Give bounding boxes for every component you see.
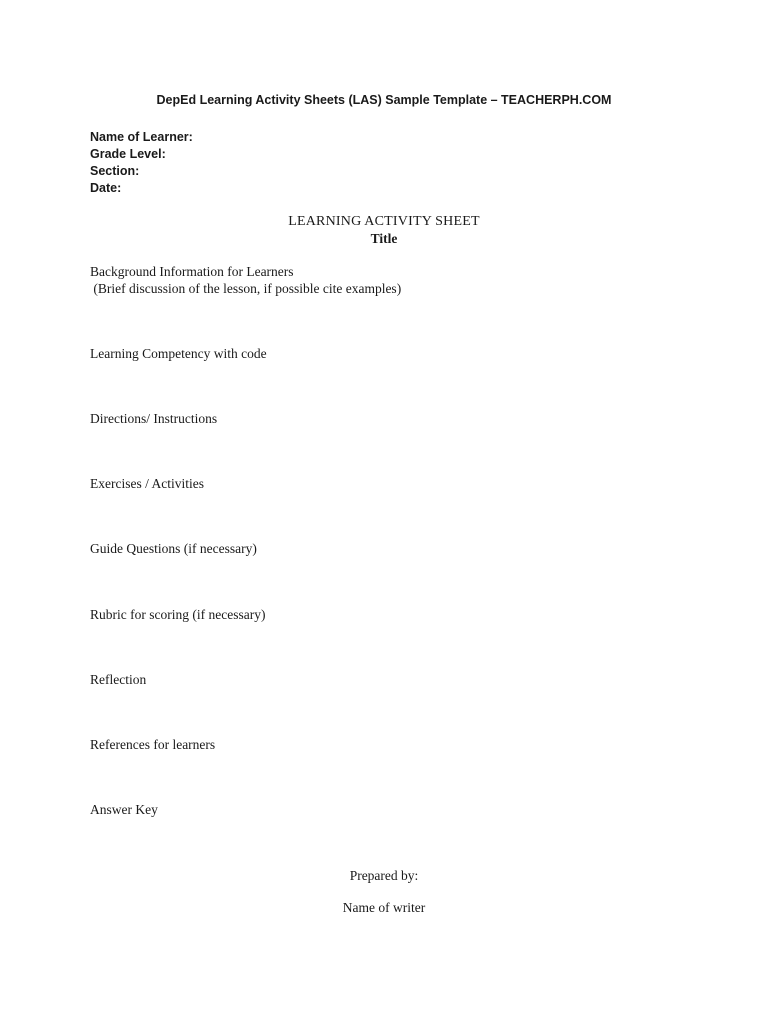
background-note: (Brief discussion of the lesson, if possible cite examples) (90, 281, 402, 296)
directions-heading: Directions/ Instructions (90, 411, 218, 426)
answer-key-heading: Answer Key (90, 802, 158, 817)
learner-name-label: Name of Learner: (90, 130, 193, 144)
sheet-title: LEARNING ACTIVITY SHEET (288, 214, 480, 229)
writer-name-label: Name of writer (342, 900, 426, 915)
background-section (90, 263, 401, 297)
reflection-heading: Reflection (90, 672, 147, 687)
rubric-heading: Rubric for scoring (if necessary) (90, 607, 266, 622)
sheet-subtitle: Title (370, 231, 398, 246)
sheet-heading (0, 213, 768, 247)
exercises-heading: Exercises / Activities (90, 476, 204, 491)
guide-questions-heading: Guide Questions (if necessary) (90, 541, 257, 556)
prepared-by-label: Prepared by: (349, 868, 419, 883)
background-heading: Background Information for Learners (90, 264, 294, 279)
section-label: Section: (90, 164, 140, 178)
competency-heading: Learning Competency with code (90, 346, 267, 361)
grade-level-label: Grade Level: (90, 147, 166, 161)
document-header-title: DepEd Learning Activity Sheets (LAS) Sample Template – TEACHERPH.COM (156, 93, 612, 107)
references-heading: References for learners (90, 737, 216, 752)
learner-info-block (90, 129, 193, 197)
date-label: Date: (90, 181, 122, 195)
